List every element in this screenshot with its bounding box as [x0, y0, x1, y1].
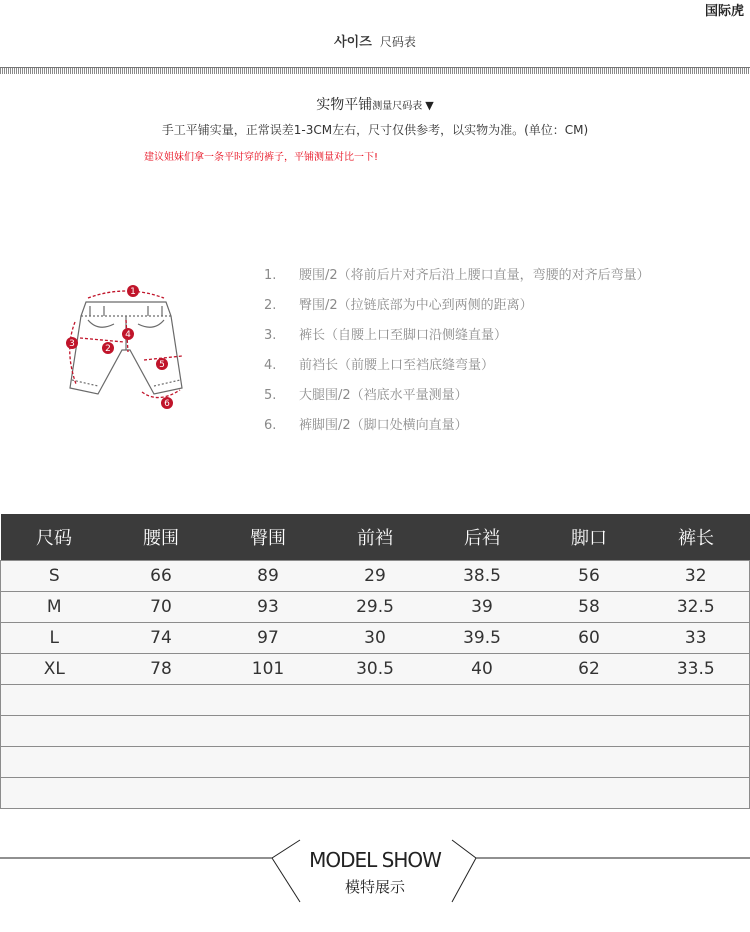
table-cell: 70 [108, 592, 215, 623]
table-cell [643, 778, 750, 809]
table-cell [536, 747, 643, 778]
brand-logo: 国际虎 [704, 4, 744, 19]
table-cell: 30 [322, 623, 429, 654]
table-cell [322, 778, 429, 809]
diagram-marker-4: 4 [125, 330, 131, 340]
table-cell [322, 685, 429, 716]
column-header-front-rise: 前裆 [322, 514, 429, 561]
table-cell: XL [1, 654, 108, 685]
size-table [0, 514, 750, 809]
table-row [1, 561, 750, 592]
diagram-marker-5: 5 [159, 360, 165, 370]
table-cell [322, 716, 429, 747]
table-row [1, 592, 750, 623]
list-item [264, 356, 650, 386]
list-item-number: 6. [264, 418, 277, 433]
table-cell [643, 747, 750, 778]
column-header-back-rise: 后裆 [429, 514, 536, 561]
table-cell: 58 [536, 592, 643, 623]
table-cell: 78 [108, 654, 215, 685]
table-cell: 66 [108, 561, 215, 592]
list-item-text: 大腿围/2（裆底水平量测量） [299, 388, 468, 403]
table-cell: 30.5 [322, 654, 429, 685]
list-item-number: 4. [264, 358, 277, 373]
column-header-waist: 腰围 [108, 514, 215, 561]
table-cell [1, 716, 108, 747]
table-cell [1, 685, 108, 716]
table-cell: 29 [322, 561, 429, 592]
list-item [264, 386, 650, 416]
table-cell: M [1, 592, 108, 623]
table-cell: 74 [108, 623, 215, 654]
measure-advice: 建议姐妹们拿一条平时穿的裤子，平铺测量对比一下! [144, 152, 379, 163]
table-cell: 39.5 [429, 623, 536, 654]
table-cell: 93 [215, 592, 322, 623]
table-cell: 33 [643, 623, 750, 654]
list-item-number: 1. [264, 268, 277, 283]
column-header-leg-opening: 脚口 [536, 514, 643, 561]
table-cell: 89 [215, 561, 322, 592]
table-cell [108, 747, 215, 778]
list-item-text: 臀围/2（拉链底部为中心到两侧的距离） [299, 298, 533, 313]
model-show-header [0, 838, 750, 908]
table-cell [1, 747, 108, 778]
diagram-marker-3: 3 [69, 339, 75, 349]
measurement-list [264, 266, 650, 446]
diagram-marker-2: 2 [105, 344, 111, 354]
table-row [1, 747, 750, 778]
list-item [264, 416, 650, 446]
table-cell [215, 778, 322, 809]
table-cell [108, 716, 215, 747]
table-cell [643, 716, 750, 747]
measure-note: 手工平铺实量，正常误差1-3CM左右，尺寸仅供参考，以实物为准。(单位：CM) [161, 123, 589, 137]
measure-heading-main: 实物平铺 [316, 97, 373, 113]
table-cell [643, 685, 750, 716]
table-cell [429, 747, 536, 778]
table-cell [215, 685, 322, 716]
table-row [1, 654, 750, 685]
table-cell [429, 716, 536, 747]
table-cell [1, 778, 108, 809]
table-cell: 38.5 [429, 561, 536, 592]
list-item-text: 裤脚围/2（脚口处横向直量） [299, 418, 468, 433]
table-cell: S [1, 561, 108, 592]
shorts-illustration [70, 302, 182, 394]
list-item-number: 2. [264, 298, 277, 313]
table-cell: 40 [429, 654, 536, 685]
table-cell [108, 778, 215, 809]
table-cell [215, 747, 322, 778]
table-cell: 29.5 [322, 592, 429, 623]
table-cell [536, 778, 643, 809]
table-cell: 32 [643, 561, 750, 592]
table-cell [322, 747, 429, 778]
column-header-hip: 臀围 [215, 514, 322, 561]
table-row [1, 716, 750, 747]
table-cell [215, 716, 322, 747]
measure-heading [0, 94, 750, 114]
table-cell: 62 [536, 654, 643, 685]
list-item [264, 266, 650, 296]
list-item [264, 296, 650, 326]
list-item-number: 5. [264, 388, 277, 403]
section-title-korean: 사이즈 [334, 35, 372, 50]
list-item-text: 腰围/2（将前后片对齐后沿上腰口直量，弯腰的对齐后弯量） [299, 268, 650, 283]
table-cell [536, 716, 643, 747]
table-cell: 39 [429, 592, 536, 623]
table-cell: 60 [536, 623, 643, 654]
section-title-chinese: 尺码表 [379, 35, 416, 49]
table-cell [429, 778, 536, 809]
list-item [264, 326, 650, 356]
model-show-title: MODEL SHOW [309, 848, 441, 872]
section-title [0, 31, 750, 50]
table-cell: 101 [215, 654, 322, 685]
table-row [1, 778, 750, 809]
triangle-down-icon: ▼ [425, 99, 434, 112]
measure-heading-sub: 测量尺码表 [372, 101, 423, 112]
table-cell [536, 685, 643, 716]
table-row [1, 623, 750, 654]
table-cell [429, 685, 536, 716]
model-show-subtitle: 模特展示 [344, 878, 405, 896]
table-cell: 97 [215, 623, 322, 654]
table-cell: L [1, 623, 108, 654]
table-header-row [1, 514, 750, 561]
diagram-marker-1: 1 [130, 287, 136, 297]
column-header-length: 裤长 [643, 514, 750, 561]
diagram-marker-6: 6 [164, 399, 170, 409]
table-cell [108, 685, 215, 716]
column-header-size: 尺码 [1, 514, 108, 561]
shorts-diagram [58, 280, 198, 410]
table-cell: 56 [536, 561, 643, 592]
table-cell: 32.5 [643, 592, 750, 623]
table-cell: 33.5 [643, 654, 750, 685]
table-row [1, 685, 750, 716]
list-item-text: 前裆长（前腰上口至裆底缝弯量） [299, 358, 495, 373]
list-item-text: 裤长（自腰上口至脚口沿侧缝直量） [299, 328, 508, 343]
divider-rule [0, 67, 750, 74]
list-item-number: 3. [264, 328, 277, 343]
